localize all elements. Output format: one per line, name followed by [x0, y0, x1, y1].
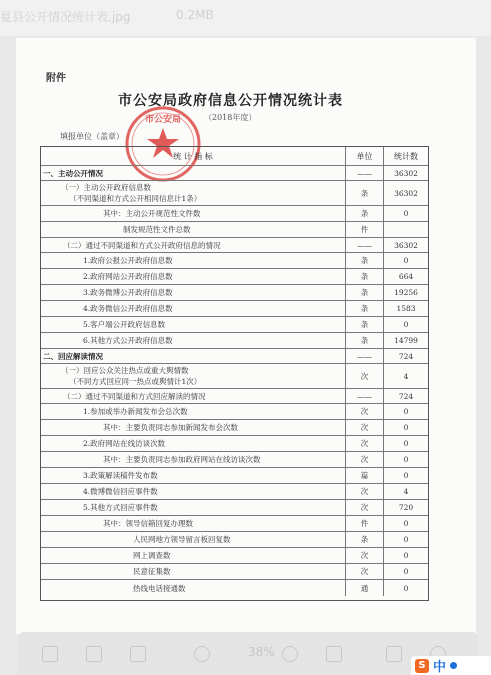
row-value [384, 222, 428, 237]
row-unit: —— [346, 389, 384, 403]
row-value: 0 [403, 551, 409, 560]
row-indicator-line2: （不同方式回应同一热点或舆情计1次） [69, 377, 202, 386]
row-indicator [41, 364, 346, 388]
ime-logo-icon: S [415, 659, 429, 673]
row-unit: —— [346, 238, 384, 252]
table-row [41, 532, 428, 548]
table-row [41, 349, 428, 364]
row-indicator: 6.其他方式公开政府信息数 [41, 333, 346, 348]
header-unit: 单位 [346, 147, 384, 165]
row-value: 19256 [394, 288, 418, 297]
row-unit: 次 [346, 420, 384, 435]
table-row [41, 317, 428, 333]
ime-status-bar[interactable] [411, 656, 491, 675]
row-value: 0 [403, 320, 409, 329]
viewer-toolbar [18, 632, 478, 675]
row-value: 664 [398, 272, 414, 281]
row-unit: 次 [346, 564, 384, 579]
row-unit: 条 [346, 301, 384, 316]
row-indicator: 1.参加或举办新闻发布会总次数 [41, 404, 346, 419]
table-row [41, 516, 428, 532]
row-value: 0 [403, 407, 409, 416]
row-unit: 条 [346, 333, 384, 348]
row-value: 0 [403, 209, 409, 218]
table-row [41, 206, 428, 222]
table-row [41, 484, 428, 500]
table-row [41, 564, 428, 580]
row-indicator [41, 181, 346, 205]
row-indicator-line1: （一）主动公开政府信息数 [61, 183, 151, 192]
table-row [41, 253, 428, 269]
share-icon[interactable] [130, 646, 146, 662]
row-indicator-line1: （一）回应公众关注热点或重大舆情数 [61, 366, 189, 375]
row-unit: 条 [346, 285, 384, 300]
row-unit: 通 [346, 580, 384, 596]
row-value: 36302 [394, 188, 418, 198]
row-unit: 条 [346, 181, 384, 205]
table-row [41, 500, 428, 516]
row-value: 1583 [396, 304, 416, 313]
row-value: 36302 [394, 168, 418, 178]
table-row [41, 269, 428, 285]
row-value: 724 [398, 391, 414, 401]
row-indicator: 2.政府网站在线访谈次数 [41, 436, 346, 451]
row-indicator: 2.政府网站公开政府信息数 [41, 269, 346, 284]
row-indicator: 其中：主动公开规范性文件数 [41, 206, 346, 221]
row-indicator: （二）通过不同渠道和方式回应解读的情况 [41, 389, 346, 403]
row-indicator: 其中：主要负责同志参加政府网站在线访谈次数 [41, 452, 346, 467]
table-row [41, 452, 428, 468]
zoom-out-icon[interactable] [194, 646, 210, 662]
row-unit: 次 [346, 484, 384, 499]
table-row [41, 166, 428, 181]
row-unit: 条 [346, 317, 384, 332]
table-row [41, 364, 428, 389]
statistics-table [40, 146, 429, 601]
document-title: 市公安局政府信息公开情况统计表 [118, 93, 343, 109]
row-indicator: 4.政务微信公开政府信息数 [41, 301, 346, 316]
row-indicator: 5.其他方式回应事件数 [41, 500, 346, 515]
row-indicator: 4.微博微信回应事件数 [41, 484, 346, 499]
row-unit: 次 [346, 548, 384, 563]
row-indicator: 二、回应解读情况 [41, 349, 346, 363]
ime-punctuation-icon[interactable] [450, 662, 457, 669]
row-value: 0 [403, 455, 409, 464]
row-value: 0 [403, 535, 409, 544]
row-indicator: 3.政策解读稿件发布数 [41, 468, 346, 483]
table-row [41, 436, 428, 452]
row-unit: —— [346, 166, 384, 180]
row-value: 0 [403, 256, 409, 265]
row-value: 0 [403, 567, 409, 576]
row-indicator: （二）通过不同渠道和方式公开政府信息的情况 [41, 238, 346, 252]
zoom-in-icon[interactable] [282, 646, 298, 662]
viewer-title-bar [0, 0, 491, 36]
row-unit: 次 [346, 452, 384, 467]
row-value: 0 [403, 583, 409, 593]
table-row [41, 404, 428, 420]
row-indicator-line2: （不同渠道和方式公开相同信息计1条） [69, 194, 202, 203]
row-indicator: 制发规范性文件总数 [41, 222, 346, 237]
ime-language-toggle[interactable]: 中 [433, 660, 447, 675]
row-value: 0 [403, 519, 409, 528]
document-subtitle: （2018年度） [204, 113, 257, 122]
table-row [41, 580, 428, 596]
row-unit: 条 [346, 532, 384, 547]
header-indicator: 统 计 指 标 [41, 147, 346, 165]
row-unit: 篇 [346, 468, 384, 483]
row-value: 724 [398, 351, 414, 361]
table-row [41, 420, 428, 436]
header-count: 统计数 [394, 151, 418, 161]
fit-icon[interactable] [326, 646, 342, 662]
row-value: 0 [403, 471, 409, 480]
row-indicator: 其中：主要负责同志参加新闻发布会次数 [41, 420, 346, 435]
table-row [41, 238, 428, 253]
row-indicator: 热线电话接通数 [41, 580, 346, 596]
table-row [41, 548, 428, 564]
row-indicator: 一、主动公开情况 [41, 166, 346, 180]
copy-icon[interactable] [86, 646, 102, 662]
svg-text:市公安局: 市公安局 [144, 115, 182, 125]
row-indicator: 1.政府公报公开政府信息数 [41, 253, 346, 268]
row-indicator: 网上调查数 [41, 548, 346, 563]
file-name: 夏县公开情况统计表.jpg [0, 10, 131, 24]
row-indicator: 人民网地方领导留言板回复数 [41, 532, 346, 547]
table-header-row [41, 147, 428, 166]
attachment-label: 附件 [46, 73, 66, 84]
table-row [41, 285, 428, 301]
row-unit: 条 [346, 253, 384, 268]
zoom-level: 38% [248, 645, 275, 659]
row-unit: 条 [346, 206, 384, 221]
table-row [41, 301, 428, 317]
row-value: 0 [403, 439, 409, 448]
table-row [41, 333, 428, 349]
table-row [41, 468, 428, 484]
table-row [41, 389, 428, 404]
row-value: 4 [403, 487, 409, 496]
row-value: 0 [403, 423, 409, 432]
table-row [41, 181, 428, 206]
row-indicator: 5.客户端公开政府信息数 [41, 317, 346, 332]
row-value: 720 [398, 503, 414, 512]
row-value: 14799 [394, 336, 418, 345]
row-unit: 次 [346, 364, 384, 388]
crop-icon[interactable] [386, 646, 402, 662]
row-unit: 条 [346, 269, 384, 284]
row-indicator: 民意征集数 [41, 564, 346, 579]
save-icon[interactable] [42, 646, 58, 662]
row-indicator: 其中：领导信箱回复办理数 [41, 516, 346, 531]
row-unit: 次 [346, 500, 384, 515]
row-value: 36302 [394, 240, 418, 250]
row-unit: 次 [346, 404, 384, 419]
row-unit: 件 [346, 516, 384, 531]
row-unit: 件 [346, 222, 384, 237]
fill-unit-label: 填报单位（盖章） [60, 132, 124, 141]
row-unit: 次 [346, 436, 384, 451]
table-row [41, 222, 428, 238]
row-value: 4 [403, 371, 409, 381]
row-indicator: 3.政务微博公开政府信息数 [41, 285, 346, 300]
file-size: 0.2MB [176, 8, 214, 22]
row-unit: —— [346, 349, 384, 363]
